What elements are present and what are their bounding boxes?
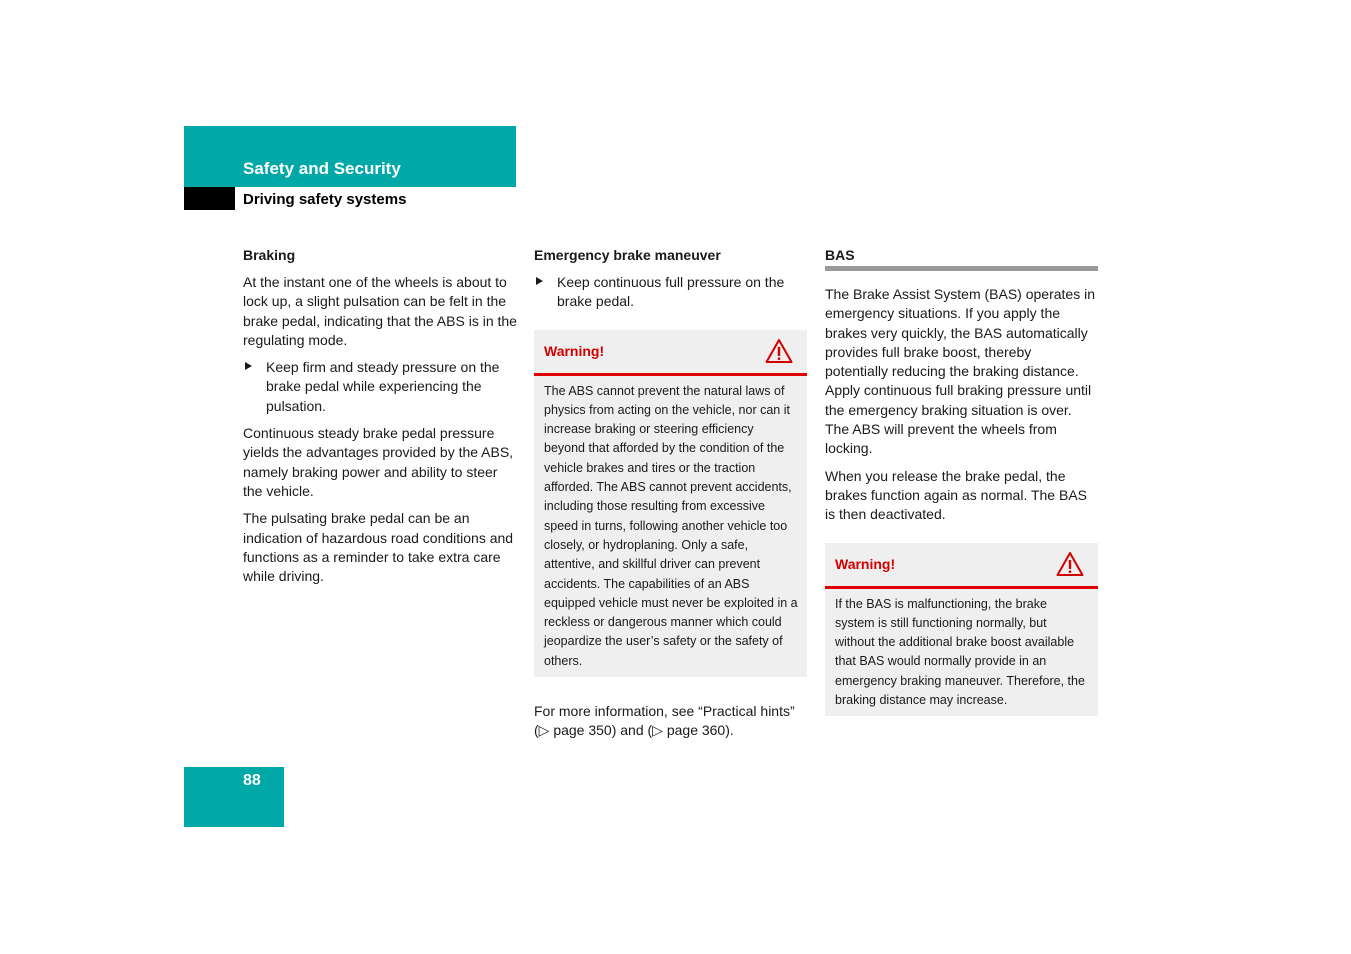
warning-triangle-icon [765, 338, 793, 364]
braking-paragraph-3: The pulsating brake pedal can be an indication of hazardous road conditions and functions as a reminder to take extra care while driving. [243, 510, 514, 585]
section-marker [184, 187, 235, 210]
page-number: 88 [243, 772, 261, 789]
bas-heading-rule [825, 246, 1098, 271]
column-braking [243, 246, 517, 594]
page-number-band [184, 767, 284, 827]
bas-heading: BAS [825, 247, 855, 263]
warning-text: If the BAS is malfunctioning, the brake system is still functioning normally, but without the additional brake boost available that BAS would normally provide in an emergency braking maneuver. Therefore, the braking distance may increase. [835, 596, 1085, 708]
warning-label: Warning! [835, 555, 896, 572]
bullet-arrow-icon [536, 277, 543, 285]
braking-heading: Braking [243, 247, 296, 263]
bas-paragraph-2: When you release the brake pedal, the brakes function again as normal. The BAS is then deactivated. [825, 467, 1088, 523]
column-emergency-brake [534, 246, 807, 749]
warning-header [825, 543, 1098, 589]
bas-warning-box [825, 543, 1098, 717]
column-bas [825, 246, 1098, 730]
braking-paragraph-2: Continuous steady brake pedal pressure yields the advantages provided by the ABS, namely braking power and ability to steer the vehicle. [243, 425, 514, 499]
warning-triangle-icon [1056, 551, 1084, 577]
warning-text: The ABS cannot prevent the natural laws of physics from acting on the vehicle, nor can it increase braking or steering efficiency beyond that afforded by the condition of the vehicle brakes and tires or the traction afforded. The ABS cannot prevent accidents, including those resulting from excessive speed in turns, following another vehicle too closely, or hydroplaning. Only a safe, attentive, and skillful driver can prevent accidents. The capabilities of an ABS equipped vehicle must never be exploited in a reckless or dangerous manner which could jeopardize the user’s safety or the safety of others. [544, 383, 798, 668]
emergency-brake-instruction-text: Keep continuous full pressure on the brake pedal. [557, 274, 785, 310]
abs-warning-box [534, 330, 807, 677]
emergency-brake-instruction [534, 273, 807, 312]
practical-hints-reference: For more information, see “Practical hints” (▷ page 350) and (▷ page 360). [534, 703, 795, 739]
section-title: Safety and Security [243, 159, 401, 178]
warning-label: Warning! [544, 342, 605, 359]
bas-paragraph-1: The Brake Assist System (BAS) operates in emergency situations. If you apply the brakes very quickly, the BAS automatically provides full brake boost, thereby potentially reducing the braking distance. Apply continuous full braking pressure until the emergency braking situation is over. The ABS will prevent the wheels from locking. [825, 286, 1095, 457]
braking-instruction-text: Keep firm and steady pressure on the brake pedal while experiencing the pulsation. [266, 359, 500, 414]
subsection-title: Driving safety systems [243, 191, 407, 208]
emergency-brake-heading: Emergency brake maneuver [534, 247, 721, 263]
braking-instruction [243, 358, 517, 416]
bullet-arrow-icon [245, 362, 252, 370]
warning-header [534, 330, 807, 376]
braking-paragraph-1: At the instant one of the wheels is about to lock up, a slight pulsation can be felt in the brake pedal, indicating that the ABS is in the regulating mode. [243, 274, 517, 348]
